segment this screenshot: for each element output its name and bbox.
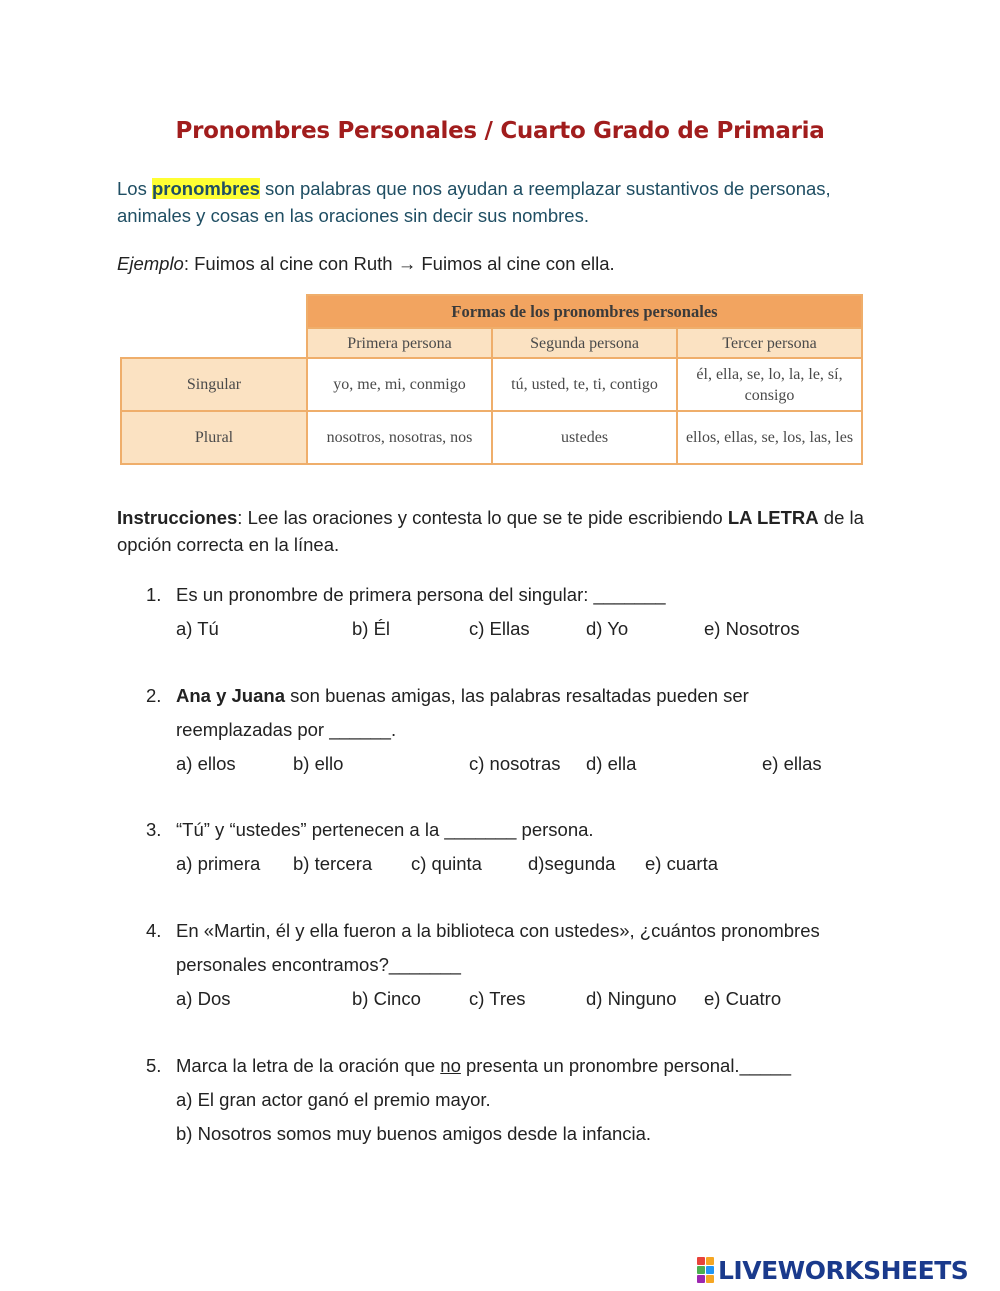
logo-square bbox=[697, 1257, 705, 1265]
col-header-segunda: Segunda persona bbox=[492, 328, 677, 358]
table-cell: ustedes bbox=[492, 411, 677, 464]
options-row bbox=[176, 747, 866, 781]
option-b[interactable]: b) ello bbox=[293, 753, 344, 774]
intro-before: Los bbox=[117, 178, 152, 199]
option-d[interactable]: d) Yo bbox=[586, 618, 629, 639]
instructions-bold: LA LETRA bbox=[727, 507, 819, 528]
option-b[interactable]: b) tercera bbox=[293, 853, 373, 874]
option-a[interactable]: a) primera bbox=[176, 853, 261, 874]
col-header-tercera: Tercer persona bbox=[677, 328, 862, 358]
logo-square bbox=[697, 1275, 705, 1283]
option-c[interactable]: c) quinta bbox=[411, 853, 482, 874]
question-2 bbox=[146, 679, 866, 781]
option-c[interactable]: c) Ellas bbox=[469, 618, 530, 639]
instructions-text2: de la opción correcta en la línea. bbox=[117, 507, 864, 555]
question-underline: no bbox=[440, 1055, 461, 1076]
question-text: “Tú” y “ustedes” pertenecen a la _______ persona. bbox=[176, 819, 594, 840]
option-e[interactable]: e) ellas bbox=[762, 753, 822, 774]
option-a[interactable]: a) Dos bbox=[176, 988, 231, 1009]
question-text-rest: son buenas amigas, las palabras resaltadas pueden ser bbox=[285, 685, 749, 706]
liveworksheets-logo bbox=[697, 1255, 968, 1285]
table-cell: yo, me, mi, conmigo bbox=[307, 358, 492, 411]
logo-text: LIVEWORKSHEETS bbox=[718, 1255, 969, 1285]
pronouns-table bbox=[120, 294, 863, 465]
question-number: 2. bbox=[146, 685, 162, 706]
option-a[interactable]: a) El gran actor ganó el premio mayor. bbox=[176, 1089, 491, 1110]
options-row bbox=[176, 982, 866, 1016]
question-bold: Ana y Juana bbox=[176, 685, 285, 706]
option-e[interactable]: e) Nosotros bbox=[704, 618, 800, 639]
intro-highlight: pronombres bbox=[151, 178, 260, 199]
question-1 bbox=[146, 578, 866, 646]
instructions bbox=[117, 504, 907, 558]
question-4 bbox=[146, 914, 866, 1016]
option-e[interactable]: e) cuarta bbox=[645, 853, 719, 874]
question-number: 3. bbox=[146, 819, 162, 840]
example-label: Ejemplo bbox=[117, 253, 184, 274]
option-c[interactable]: c) Tres bbox=[469, 988, 526, 1009]
option-a[interactable]: a) Tú bbox=[176, 618, 219, 639]
intro-after: son palabras que nos ayudan a reemplazar sustantivos de personas, animales y cosas en las oraciones sin decir sus nombres. bbox=[117, 178, 831, 226]
table-row bbox=[121, 358, 862, 411]
question-text: En «Martin, él y ella fueron a la biblioteca con ustedes», ¿cuántos pronombres bbox=[176, 920, 820, 941]
option-c[interactable]: c) nosotras bbox=[469, 753, 561, 774]
col-header-primera: Primera persona bbox=[307, 328, 492, 358]
option-d[interactable]: d) Ninguno bbox=[586, 988, 677, 1009]
options-row bbox=[176, 612, 866, 646]
logo-icon bbox=[697, 1257, 714, 1283]
table-cell: nosotros, nosotras, nos bbox=[307, 411, 492, 464]
question-number: 4. bbox=[146, 920, 162, 941]
logo-square bbox=[697, 1266, 705, 1274]
option-b[interactable]: b) Nosotros somos muy buenos amigos desde la infancia. bbox=[176, 1123, 652, 1144]
logo-square bbox=[706, 1257, 714, 1265]
question-number: 5. bbox=[146, 1055, 162, 1076]
logo-square bbox=[706, 1275, 714, 1283]
question-text bbox=[176, 679, 866, 713]
question-number: 1. bbox=[146, 584, 162, 605]
option-d[interactable]: d) ella bbox=[586, 753, 637, 774]
option-b[interactable]: b) Cinco bbox=[352, 988, 421, 1009]
example-line bbox=[117, 253, 615, 275]
page-title: Pronombres Personales / Cuarto Grado de Primaria bbox=[175, 118, 825, 144]
options-row bbox=[176, 847, 866, 881]
option-e[interactable]: e) Cuatro bbox=[704, 988, 782, 1009]
question-text-line2: reemplazadas por ______. bbox=[176, 719, 397, 740]
example-text: : Fuimos al cine con Ruth → Fuimos al cine con ella. bbox=[183, 253, 615, 274]
instructions-text1: : Lee las oraciones y contesta lo que se te pide escribiendo bbox=[237, 507, 728, 528]
question-5 bbox=[146, 1049, 866, 1151]
table-row bbox=[121, 411, 862, 464]
question-text-pre: Marca la letra de la oración que bbox=[176, 1055, 441, 1076]
question-text: Es un pronombre de primera persona del singular: _______ bbox=[176, 584, 666, 605]
instructions-label: Instrucciones bbox=[117, 507, 238, 528]
table-cell: tú, usted, te, ti, contigo bbox=[492, 358, 677, 411]
intro-paragraph bbox=[117, 175, 897, 229]
option-d[interactable]: d)segunda bbox=[528, 853, 616, 874]
logo-square bbox=[706, 1266, 714, 1274]
table-cell: él, ella, se, lo, la, le, sí, consigo bbox=[677, 358, 862, 411]
option-a[interactable]: a) ellos bbox=[176, 753, 236, 774]
table-cell: ellos, ellas, se, los, las, les bbox=[677, 411, 862, 464]
option-b[interactable]: b) Él bbox=[352, 618, 391, 639]
question-text-line2: personales encontramos?_______ bbox=[176, 954, 461, 975]
table-title: Formas de los pronombres personales bbox=[307, 295, 862, 328]
table-corner bbox=[121, 295, 307, 358]
question-text bbox=[176, 1049, 866, 1083]
question-text-post: presenta un pronombre personal._____ bbox=[460, 1055, 792, 1076]
question-3 bbox=[146, 813, 866, 881]
row-header-plural: Plural bbox=[121, 411, 307, 464]
row-header-singular: Singular bbox=[121, 358, 307, 411]
